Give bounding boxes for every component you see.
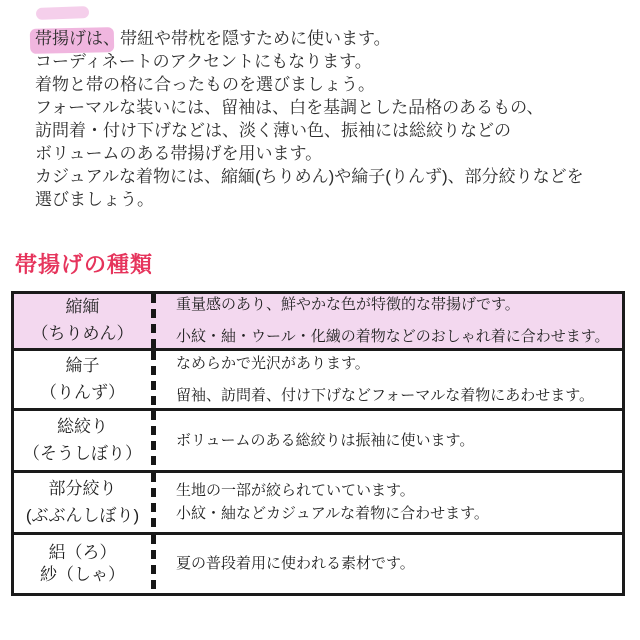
intro-line-1-rest: 、帯紐や帯枕を隠すために使います。 (103, 29, 391, 48)
intro-line-5: 訪問着・付け下げなどは、淡く薄い色、振袖には総絞りなどの (35, 121, 511, 140)
table-row-bubunshibori (14, 473, 622, 535)
intro-line-4: フォーマルな装いには、留袖は、白を基調とした品格のあるもの、 (35, 98, 544, 117)
type-reading: （そうしぼり） (23, 443, 142, 463)
intro-line-1 (35, 27, 584, 50)
type-name: 部分絞り (48, 478, 117, 498)
intro-line-3: 着物と帯の格に合ったものを選びましょう。 (35, 75, 375, 94)
type-description-cell (156, 473, 622, 532)
description-line: 重量感のあり、鮮やかな色が特徴的な帯揚げです。 (176, 296, 520, 313)
section-title: 帯揚げの種類 (15, 252, 154, 277)
type-name: 絽（ろ） (48, 542, 117, 562)
description-line: 小紋・紬・ウール・化繊の着物などのおしゃれ着に合わせます。 (176, 328, 610, 345)
description-line: 夏の普段着用に使われる素材です。 (176, 555, 415, 572)
type-reading: （りんず） (40, 382, 125, 402)
table-row-soushibori (14, 411, 622, 473)
type-name: 紗（しゃ） (40, 564, 125, 584)
description-line: 生地の一部が絞られていています。 (176, 482, 415, 499)
description-line: ボリュームのある総絞りは振袖に使います。 (176, 431, 475, 449)
highlighter-smudge-mark (36, 6, 89, 20)
table-row-rinzu (14, 351, 622, 411)
description-line: なめらかで光沢があります。 (176, 354, 370, 372)
intro-line-8: 選びましょう。 (35, 190, 154, 209)
type-description-cell (156, 535, 622, 593)
type-name-cell (14, 294, 151, 348)
type-description-cell (156, 294, 622, 348)
type-description-cell (156, 411, 622, 470)
description-line: 小紋・紬などカジュアルな着物に合わせます。 (176, 505, 489, 522)
table-row-ro-sha (14, 535, 622, 593)
table-row-chirimen (14, 294, 622, 351)
intro-line-7: カジュアルな着物には、縮緬(ちりめん)や綸子(りんず)、部分絞りなどを (35, 167, 584, 186)
type-name: 縮緬 (65, 297, 100, 317)
type-name: 綸子 (65, 355, 100, 375)
type-name-cell (14, 473, 151, 532)
type-name-cell (14, 411, 151, 470)
type-name-cell (14, 535, 151, 593)
type-description-cell (156, 351, 622, 408)
type-reading: (ぶぶんしぼり) (25, 505, 140, 525)
intro-line-6: ボリュームのある帯揚げを用います。 (35, 144, 323, 163)
highlighted-term: 帯揚げは (35, 29, 103, 48)
intro-paragraph (35, 27, 584, 211)
description-line: 留袖、訪問着、付け下げなどフォーマルな着物にあわせます。 (176, 386, 595, 404)
type-name-cell (14, 351, 151, 408)
type-reading: （ちりめん） (31, 324, 134, 343)
obiage-types-table (11, 291, 625, 596)
type-name: 総絞り (57, 416, 108, 436)
intro-line-2: コーディネートのアクセントにもなります。 (35, 52, 372, 71)
